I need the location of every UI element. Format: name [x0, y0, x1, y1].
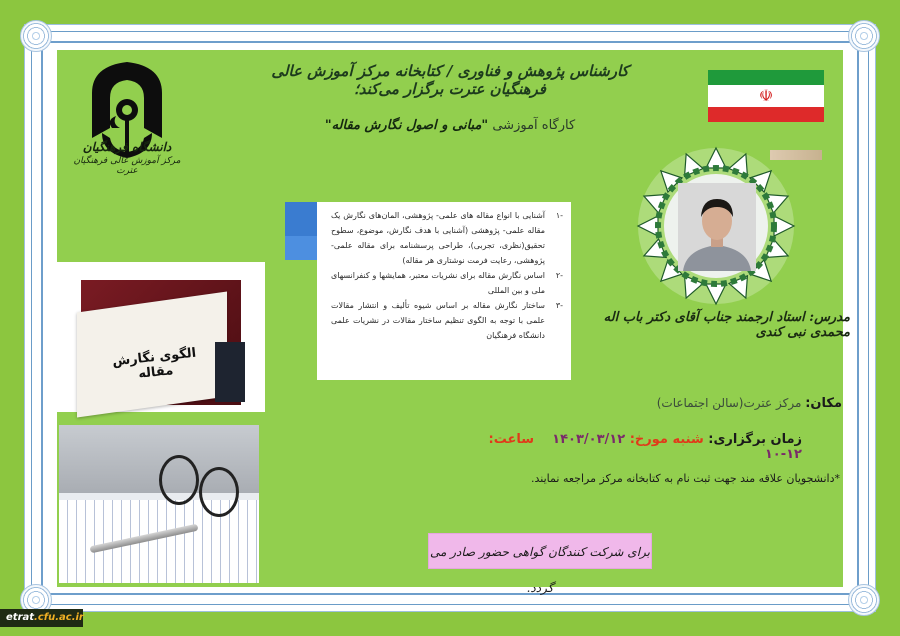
- teacher-name: استاد ارجمند جناب آقای دکتر باب اله محمدی نبی کندی: [603, 310, 850, 340]
- logo-line2: مرکز آموزش عالی فرهنگیان عترت: [73, 156, 181, 176]
- image-caption: الگوی نگارش مقاله: [111, 345, 197, 382]
- image-sleeve: [215, 342, 245, 402]
- topic-text: ساختار نگارش مقاله بر اساس شیوه تألیف و انتشار مقالات علمی با توجه به الگوی تنظیم ساختار مقالات در نشریات علمی دانشگاه فرهنگیان: [331, 301, 545, 340]
- glasses-icon: [159, 455, 199, 505]
- desk-photo: [59, 425, 259, 583]
- logo-line1: دانشگاه فرهنگیان: [82, 140, 172, 154]
- schedule-time: ۱۲-۱۰: [764, 447, 802, 462]
- schedule-day: شنبه مورخ:: [629, 432, 704, 447]
- topic-item: [331, 298, 563, 343]
- article-writing-image: [55, 262, 265, 412]
- certificate-banner: برای شرکت کنندگان گواهی حضور صادر می گردد.: [428, 533, 652, 569]
- iran-flag: [708, 70, 824, 122]
- location-info: [580, 396, 842, 411]
- topic-number: -۲: [555, 271, 563, 280]
- flag-green-stripe: [708, 70, 824, 85]
- topic-item: [331, 208, 563, 268]
- location-value: مرکز عترت(سالن اجتماعات): [656, 396, 802, 410]
- registration-note: *دانشجویان علاقه مند جهت ثبت نام به کتابخانه مرکز مراجعه نمایند.: [531, 472, 840, 485]
- schedule-label: زمان برگزاری:: [708, 432, 802, 447]
- flag-emblem-icon: ☫: [758, 86, 774, 105]
- topic-number: -۱: [555, 211, 563, 220]
- location-label: مکان:: [805, 396, 842, 411]
- corner-ornament-icon: [848, 584, 880, 616]
- topics-box: [317, 202, 571, 380]
- decorative-tab: [285, 236, 317, 260]
- glasses-icon: [199, 467, 239, 517]
- topic-number: -۳: [555, 301, 563, 310]
- topic-item: [331, 268, 563, 298]
- topic-text: اساس نگارش مقاله برای نشریات معتبر، همایشها و کنفرانسهای ملی و بین المللی: [331, 271, 545, 295]
- workshop-heading: [310, 118, 590, 133]
- flag-white-stripe: [708, 85, 824, 107]
- schedule-info: [450, 432, 802, 462]
- schedule-date: ۱۴۰۳/۰۳/۱۲: [552, 432, 626, 447]
- schedule-time-label: ساعت:: [488, 432, 535, 447]
- teacher-photo: [678, 183, 756, 271]
- flag-red-stripe: [708, 107, 824, 122]
- teacher-label: مدرس:: [809, 310, 850, 325]
- person-icon: [678, 183, 756, 271]
- workshop-prefix: کارگاه آموزشی: [492, 118, 576, 133]
- topic-text: آشنایی با انواع مقاله های علمی- پژوهشی، المان‌های نگارش یک مقاله علمی- پژوهشی (آشنایی با هدف نگارش، موضوع، سطوح تحقیق(نظری، تجربی)، طراحی پرسشنامه برای مقاله علمی- پژوهشی، رعایت فرمت نوشتاری هر مقاله): [331, 211, 545, 265]
- site-watermark[interactable]: [0, 609, 83, 627]
- corner-ornament-icon: [20, 20, 52, 52]
- workshop-title: "مبانی و اصول نگارش مقاله": [324, 118, 489, 133]
- watermark-prefix: etrat: [6, 612, 35, 623]
- teacher-info: [592, 310, 850, 340]
- watermark-suffix: .cfu.ac.ir: [34, 612, 84, 623]
- corner-ornament-icon: [848, 20, 880, 52]
- organizer-heading: کارشناس پژوهش و فناوری / کتابخانه مرکز آموزش عالی فرهنگیان عترت برگزار می‌کند؛: [271, 62, 629, 98]
